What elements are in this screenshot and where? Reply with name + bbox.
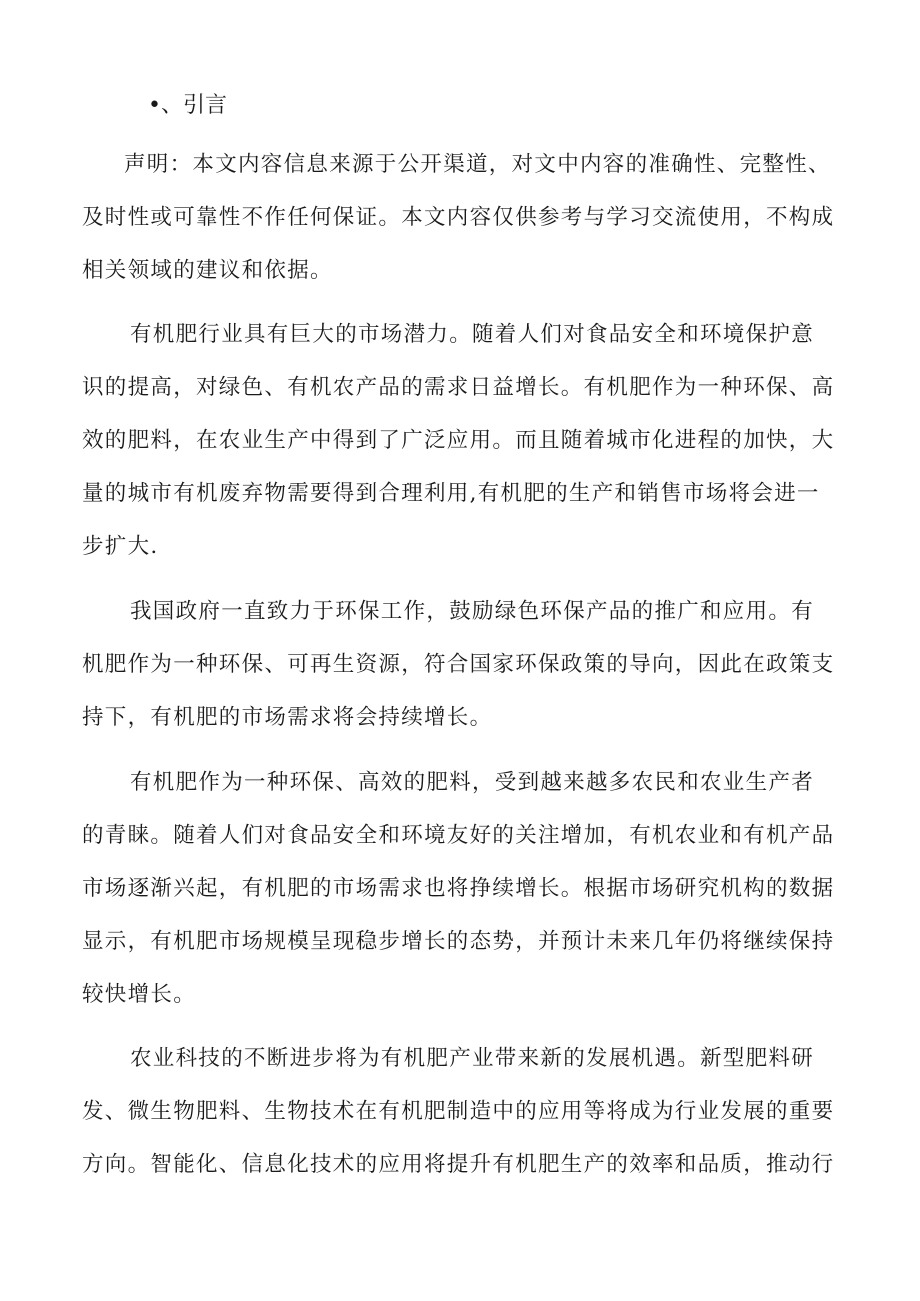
paragraph-line: 及时性或可靠性不作任何保证。本文内容仅供参考与学习交流使用，不构成 [82, 205, 835, 230]
section-heading: •、引言 [148, 93, 227, 118]
paragraph-line: 有机肥行业具有巨大的市场潜力。随着人们对食品安全和环境保护意 [130, 322, 815, 347]
paragraph-line: 效的肥料，在农业生产中得到了广泛应用。而且随着城市化进程的加快，大 [82, 428, 835, 453]
paragraph-line: 识的提高，对绿色、有机农产品的需求日益增长。有机肥作为一种环保、高 [82, 375, 835, 400]
body-paragraph [82, 1032, 842, 1191]
paragraph-line: 发、微生物肥料、生物技术在有机肥制造中的应用等将成为行业发展的重要 [82, 1099, 835, 1124]
paragraph-line: 的青睐。随着人们对食品安全和环境友好的关注增加，有机农业和有机产品 [82, 823, 835, 848]
paragraph-line: 我国政府一直致力于环保工作，鼓励绿色环保产品的推广和应用。有 [130, 599, 815, 624]
paragraph-line: 市场逐渐兴起，有机肥的市场需求也将挣续增长。根据市场研究机构的数据 [82, 876, 835, 901]
paragraph-line: 农业科技的不断进步将为有机肥产业带来新的发展机遇。新型肥料研 [130, 1046, 815, 1071]
body-paragraph [82, 756, 842, 1021]
paragraph-line: 量的城市有机废弃物需要得到合理利用,有机肥的生产和销售市场将会进一 [82, 481, 820, 506]
paragraph-line: 较快增长。 [82, 982, 197, 1007]
paragraph-line: 有机肥作为一种环保、高效的肥料，受到越来越多农民和农业生产者 [130, 770, 815, 795]
paragraph-line: 机肥作为一种环保、可再生资源，符合国家环保政策的导向，因此在政策支 [82, 652, 835, 677]
paragraph-line: 持下，有机肥的市场需求将会持续增长。 [82, 705, 493, 730]
disclaimer-paragraph [82, 138, 842, 297]
paragraph-line: 显示，有机肥市场规模呈现稳步增长的态势，并预计未来几年仍将继续保持 [82, 929, 835, 954]
paragraph-line: 步扩大. [82, 534, 159, 559]
paragraph-line: 声明：本文内容信息来源于公开渠道，对文中内容的准确性、完整性、 [124, 152, 831, 177]
paragraph-line: 方向。智能化、信息化技术的应用将提升有机肥生产的效率和品质，推动行 [82, 1152, 835, 1177]
paragraph-line: 相关领域的建议和依据。 [82, 258, 333, 283]
body-paragraph [82, 308, 842, 573]
body-paragraph [82, 585, 842, 744]
